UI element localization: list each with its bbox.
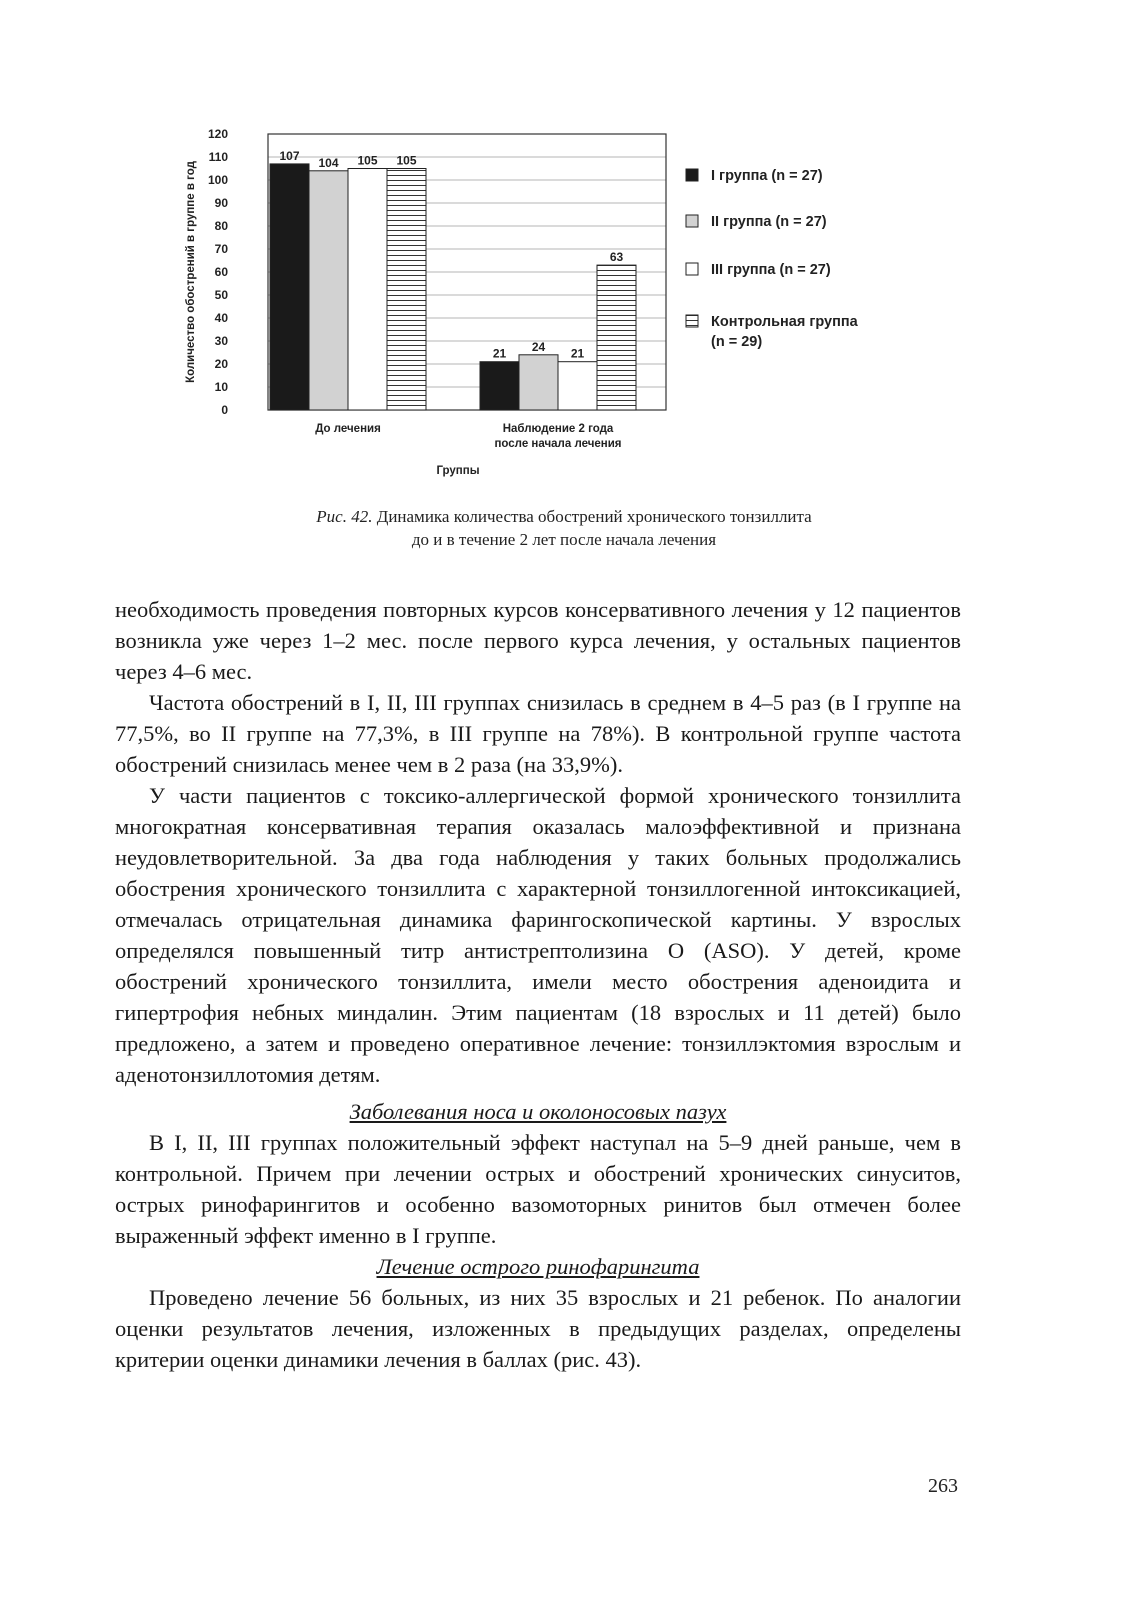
y-tick-label: 100 xyxy=(207,173,228,187)
y-tick-label: 0 xyxy=(221,403,228,417)
figure-42 xyxy=(180,120,940,560)
y-tick-label: 10 xyxy=(214,380,228,394)
y-tick-label: 80 xyxy=(214,219,228,233)
y-axis-label: Количество обострений в группе в год xyxy=(185,161,197,383)
data-label: 24 xyxy=(531,339,546,354)
legend-label: I группа (n = 27) xyxy=(711,168,823,184)
y-tick-label: 40 xyxy=(214,311,228,325)
bar xyxy=(387,169,426,411)
x-axis-label: Группы xyxy=(436,465,480,477)
page-number: 263 xyxy=(928,1475,958,1497)
y-tick-label: 50 xyxy=(214,288,228,302)
data-label: 21 xyxy=(492,346,507,361)
figure-caption xyxy=(120,505,1008,551)
caption-label: Рис. 42. xyxy=(316,507,373,526)
data-label: 105 xyxy=(396,153,417,168)
paragraph: необходимость проведения повторных курсов консервативного лечения у 12 пациентов возникла уже через 1–2 мес. после первого курса лечения, у остальных пациентов через 4–6 мес. xyxy=(115,597,961,684)
legend-label: II группа (n = 27) xyxy=(711,214,827,230)
legend-swatch xyxy=(686,263,698,275)
y-tick-label: 20 xyxy=(214,357,228,371)
section-heading: Лечение острого ринофарингита xyxy=(376,1254,700,1279)
bar xyxy=(558,362,597,410)
legend-swatch xyxy=(686,315,698,327)
bar xyxy=(480,362,519,410)
data-label: 105 xyxy=(357,153,378,168)
paragraph: Проведено лечение 56 больных, из них 35 взрослых и 21 ребенок. По аналогии оценки результатов лечения, изложенных в предыдущих разделах, определены критерии оценки динамики лечения в баллах (рис. 43). xyxy=(115,1285,961,1372)
x-tick-label: До лечения xyxy=(315,423,381,435)
paragraph: Частота обострений в I, II, III группах снизилась в среднем в 4–5 раз (в I группе на 77,5%, во II группе на 77,3%, в III группе на 78%). В контрольной группе частота обострений снизилась менее чем в 2 раза (на 33,9%). xyxy=(115,690,961,777)
bar xyxy=(270,164,309,410)
y-tick-label: 30 xyxy=(214,334,228,348)
x-tick-label: после начала лечения xyxy=(494,438,622,450)
caption-line-2: до и в течение 2 лет после начала лечения xyxy=(411,530,717,549)
caption-line-1: Динамика количества обострений хронического тонзиллита xyxy=(376,507,812,526)
y-tick-label: 60 xyxy=(214,265,228,279)
data-label: 107 xyxy=(279,148,300,163)
legend-label: III группа (n = 27) xyxy=(711,262,831,278)
bar-chart xyxy=(180,120,940,490)
bar xyxy=(348,169,387,411)
x-tick-label: Наблюдение 2 года xyxy=(502,423,614,435)
bar xyxy=(597,265,636,410)
data-label: 21 xyxy=(570,346,585,361)
y-tick-label: 90 xyxy=(214,196,228,210)
y-tick-label: 120 xyxy=(207,127,228,141)
y-tick-label: 70 xyxy=(214,242,228,256)
legend-swatch xyxy=(686,215,698,227)
data-label: 63 xyxy=(609,250,624,265)
y-tick-label: 110 xyxy=(208,150,228,164)
legend-swatch xyxy=(686,169,698,181)
body-text xyxy=(115,594,961,1375)
paragraph: У части пациентов с токсико-аллергической формой хронического тонзиллита многократная консервативная терапия оказалась малоэффективной и признана неудовлетворительной. За два года наблюдения у таких больных продолжались обострения хронического тонзиллита с характерной тонзиллогенной интоксикацией, отмечалась отрицательная динамика фарингоскопической картины. У взрослых определялся повышенный титр антистрептолизина О (ASO). У детей, кроме обострений хронического тонзиллита, имели место обострения аденоидита и гипертрофия небных миндалин. Этим пациентам (18 взрослых и 11 детей) было предложено, а затем и проведено оперативное лечение: тонзиллэктомия взрослым и аденотонзиллотомия детям. xyxy=(115,783,961,1087)
paragraph: В I, II, III группах положительный эффект наступал на 5–9 дней раньше, чем в контрольной. Причем при лечении острых и обострений хронических синуситов, острых ринофарингитов и особенно вазомоторных ринитов был отмечен более выраженный эффект именно в I группе. xyxy=(115,1130,961,1248)
bar xyxy=(309,171,348,410)
legend-label: Контрольная группа xyxy=(711,314,858,330)
section-heading: Заболевания носа и околоносовых пазух xyxy=(349,1099,727,1124)
legend-label: (n = 29) xyxy=(711,334,763,350)
bar xyxy=(519,355,558,410)
data-label: 104 xyxy=(318,155,339,170)
